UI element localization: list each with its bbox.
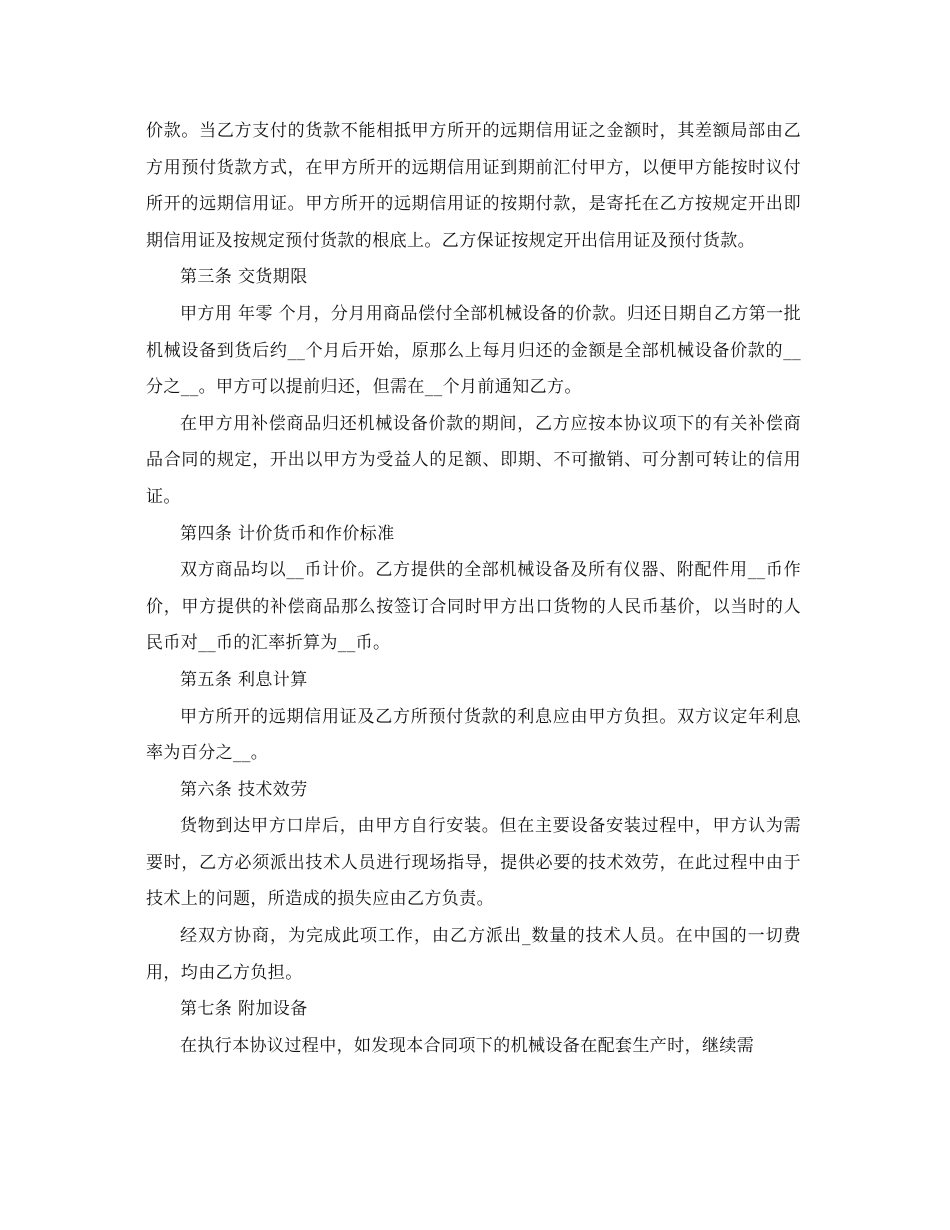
heading-article-4: 第四条 计价货币和作价标准 xyxy=(180,523,395,544)
paragraph-interest: 甲方所开的远期信用证及乙方所预付货款的利息应由甲方负担。双方议定年利息率为百分之__。 xyxy=(146,706,801,764)
document-page xyxy=(146,113,801,1064)
paragraph-currency: 双方商品均以__币计价。乙方提供的全部机械设备及所有仪器、附配件用__币作价，甲方提供的补偿商品那么按签订合同时甲方出口货物的人民币基价，以当时的人民币对__币的汇率折算为__币。 xyxy=(146,560,801,654)
paragraph-technicians: 经双方协商，为完成此项工作，由乙方派出_数量的技术人员。在中国的一切费用，均由乙方负担。 xyxy=(146,926,801,983)
paragraph-letter-of-credit: 在甲方用补偿商品归还机械设备价款的期间，乙方应按本协议项下的有关补偿商品合同的规定，开出以甲方为受益人的足额、即期、不可撤销、可分割可转让的信用证。 xyxy=(146,413,801,507)
heading-article-5: 第五条 利息计算 xyxy=(180,669,308,690)
paragraph-additional-equipment: 在执行本协议过程中，如发现本合同项下的机械设备在配套生产时，继续需 xyxy=(180,1035,755,1056)
paragraph-payment-continuation: 价款。当乙方支付的货款不能相抵甲方所开的远期信用证之金额时，其差额局部由乙方用预付货款方式，在甲方所开的远期信用证到期前汇付甲方，以便甲方能按时议付所开的远期信用证。甲方所开的远期信用证的按期付款，是寄托在乙方按规定开出即期信用证及按规定预付货款的根底上。乙方保证按规定开出信用证及预付货款。 xyxy=(146,121,801,251)
heading-article-3: 第三条 交货期限 xyxy=(180,267,308,288)
heading-article-7: 第七条 附加设备 xyxy=(180,999,308,1020)
paragraph-technical-service: 货物到达甲方口岸后，由甲方自行安装。但在主要设备安装过程中，甲方认为需要时，乙方必须派出技术人员进行现场指导，提供必要的技术效劳，在此过程中由于技术上的问题，所造成的损失应由乙方负责。 xyxy=(146,816,801,910)
heading-article-6: 第六条 技术效劳 xyxy=(180,779,308,800)
paragraph-delivery-term: 甲方用 年零 个月，分月用商品偿付全部机械设备的价款。归还日期自乙方第一批机械设备到货后约__个月后开始，原那么上每月归还的金额是全部机械设备价款的__分之__。甲方可以提前归还，但需在__个月前通知乙方。 xyxy=(146,303,801,398)
